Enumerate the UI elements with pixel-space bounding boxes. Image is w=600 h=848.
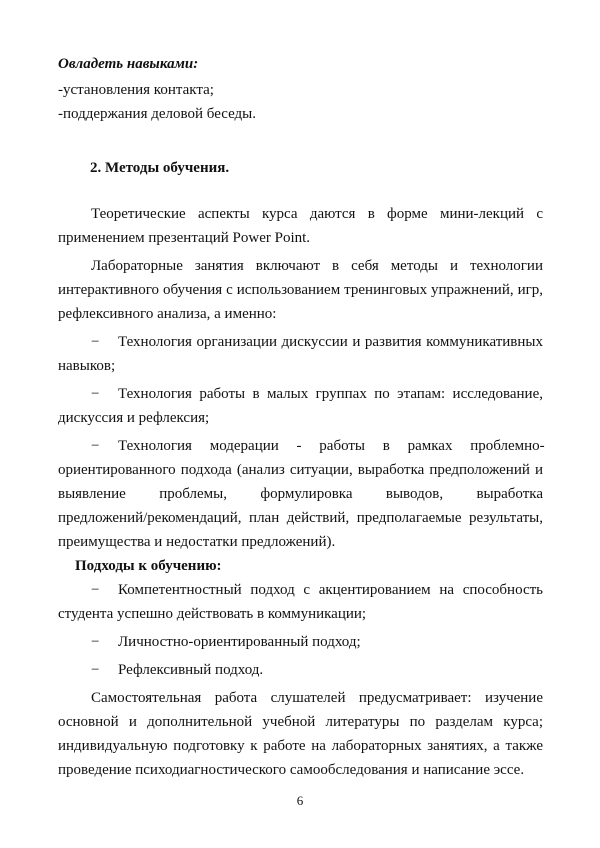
list-line [58, 630, 543, 654]
paragraph-line: рефлексивного анализа, а именно: [58, 306, 277, 322]
list-line [58, 382, 543, 406]
list-line [58, 434, 543, 458]
list-text: Личностно-ориентированный подход; [118, 634, 361, 650]
skills-item: -установления контакта; [58, 82, 214, 98]
dash-marker: − [91, 334, 100, 350]
approach-list-item [58, 630, 543, 654]
theory-paragraph [58, 202, 543, 250]
approach-list-item [58, 578, 543, 626]
document-page [58, 52, 543, 782]
dash-marker: − [91, 634, 100, 650]
paragraph-line: Теоретические аспекты курса даются в форме мини-лекций с [91, 206, 543, 222]
list-text: ориентированного подхода (анализ ситуации, выработка предположений и [58, 462, 543, 478]
list-line [58, 578, 543, 602]
skills-heading: Овладеть навыками: [58, 56, 199, 72]
paragraph-line: Самостоятельная работа слушателей предусматривает: изучение [91, 690, 543, 706]
list-text: Компетентностный подход с акцентированием на способность [118, 582, 543, 598]
tech-list-item [58, 330, 543, 378]
paragraph-line: индивидуальную подготовку к работе на лабораторных занятиях, а также [58, 738, 543, 754]
list-line [58, 658, 543, 682]
list-text: студента успешно действовать в коммуникации; [58, 606, 367, 622]
approach-list-item [58, 658, 543, 682]
paragraph-line: интерактивного обучения с использованием тренинговых упражнений, игр, [58, 282, 543, 298]
paragraph-line: основной и дополнительной учебной литературы по разделам курса; [58, 714, 543, 730]
list-text: предложений/рекомендаций, план действий, предполагаемые результаты, [58, 510, 543, 526]
list-line [58, 330, 543, 354]
list-text: Рефлексивный подход. [118, 662, 264, 678]
section-title: 2. Методы обучения. [90, 160, 230, 176]
dash-marker: − [91, 438, 100, 454]
skills-item: -поддержания деловой беседы. [58, 106, 256, 122]
list-text: дискуссия и рефлексия; [58, 410, 210, 426]
dash-marker: − [91, 386, 100, 402]
list-text: Технология работы в малых группах по этапам: исследование, [118, 386, 543, 402]
dash-marker: − [91, 662, 100, 678]
lab-paragraph [58, 254, 543, 326]
list-text: Технология организации дискуссии и развития коммуникативных [118, 334, 543, 350]
dash-marker: − [91, 582, 100, 598]
tech-list-item [58, 434, 543, 554]
paragraph-line: Лабораторные занятия включают в себя методы и технологии [91, 258, 543, 274]
page-number: 6 [296, 793, 304, 808]
independent-work-paragraph [58, 686, 543, 782]
list-text: Технология модерации - работы в рамках проблемно- [118, 438, 545, 454]
list-text: выявление проблемы, формулировка выводов, выработка [58, 486, 543, 502]
tech-list-item [58, 382, 543, 430]
paragraph-line: проведение психодиагностического самообследования и написание эссе. [58, 762, 525, 778]
approaches-heading: Подходы к обучению: [75, 558, 222, 574]
list-text: навыков; [58, 358, 116, 374]
paragraph-line: применением презентаций Power Point. [58, 230, 311, 246]
list-text: преимущества и недостатки предложений). [58, 534, 336, 550]
